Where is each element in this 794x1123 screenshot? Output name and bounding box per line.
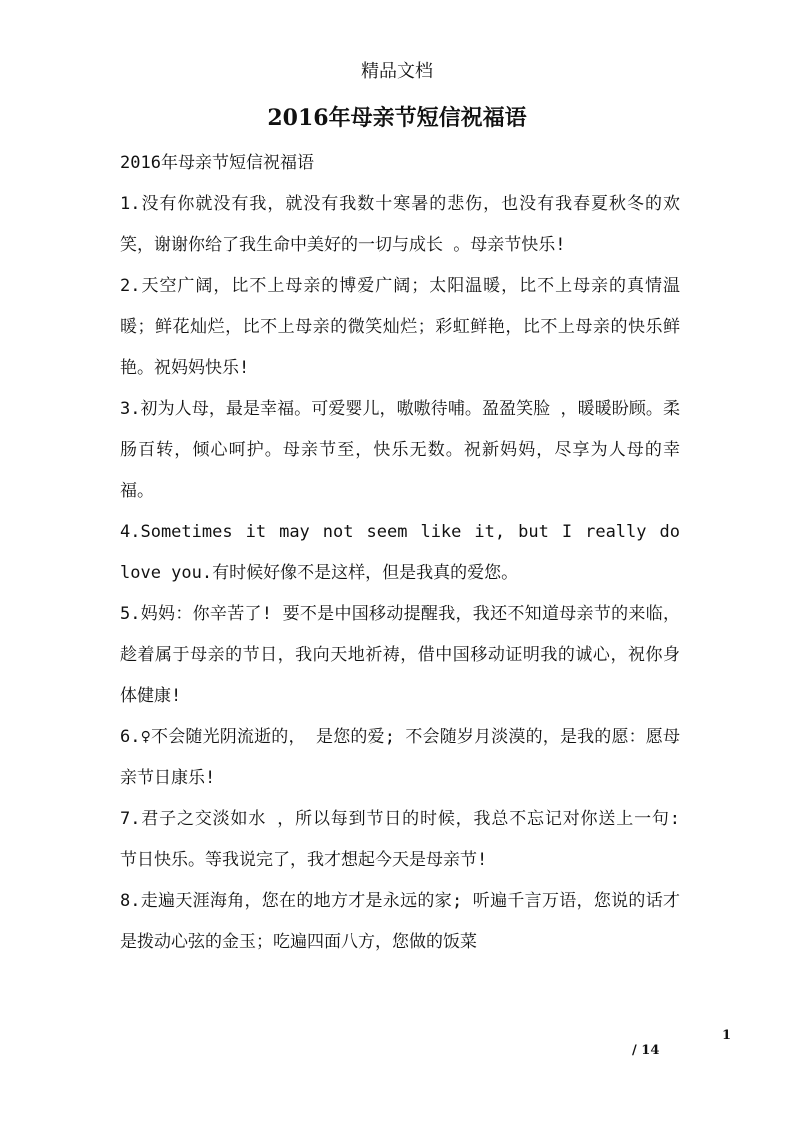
document-title: 2016年母亲节短信祝福语 bbox=[267, 105, 527, 131]
document-subtitle: 2016年母亲节短信祝福语 bbox=[120, 153, 314, 173]
document-body bbox=[120, 143, 680, 963]
paragraph: 1.没有你就没有我，就没有我数十寒暑的悲伤，也没有我春夏秋冬的欢笑，谢谢你给了我生命中美好的一切与成长 。母亲节快乐! bbox=[120, 194, 680, 255]
paragraph: 5.妈妈：你辛苦了! 要不是中国移动提醒我，我还不知道母亲节的来临，趁着属于母亲的节日，我向天地祈祷，借中国移动证明我的诚心，祝你身体健康! bbox=[120, 604, 680, 706]
document-header: 精品文档 bbox=[361, 61, 433, 82]
paragraph: 2.天空广阔，比不上母亲的博爱广阔；太阳温暖，比不上母亲的真情温暖；鲜花灿烂，比不上母亲的微笑灿烂；彩虹鲜艳，比不上母亲的快乐鲜艳。祝妈妈快乐! bbox=[120, 276, 680, 378]
paragraph: 7.君子之交淡如水 ，所以每到节日的时候，我总不忘记对你送上一句: 节日快乐。等我说完了，我才想起今天是母亲节! bbox=[120, 809, 680, 870]
paragraph: 6.♀不会随光阴流逝的， 是您的爱; 不会随岁月淡漠的，是我的愿：愿母亲节日康乐! bbox=[120, 727, 680, 788]
page-number: 1 bbox=[722, 1028, 732, 1043]
paragraph: 8.走遍天涯海角，您在的地方才是永远的家; 听遍千言万语，您说的话才是拨动心弦的金玉；吃遍四面八方，您做的饭菜 bbox=[120, 891, 680, 952]
page-total: / 14 bbox=[632, 1043, 660, 1058]
paragraph: 4.Sometimes it may not seem like it, but I really do love you.有时候好像不是这样，但是我真的爱您。 bbox=[120, 522, 680, 583]
paragraph: 3.初为人母，最是幸福。可爱婴儿，嗷嗷待哺。盈盈笑脸 ，暖暖盼顾。柔肠百转，倾心呵护。母亲节至，快乐无数。祝新妈妈，尽享为人母的幸福。 bbox=[120, 399, 680, 501]
